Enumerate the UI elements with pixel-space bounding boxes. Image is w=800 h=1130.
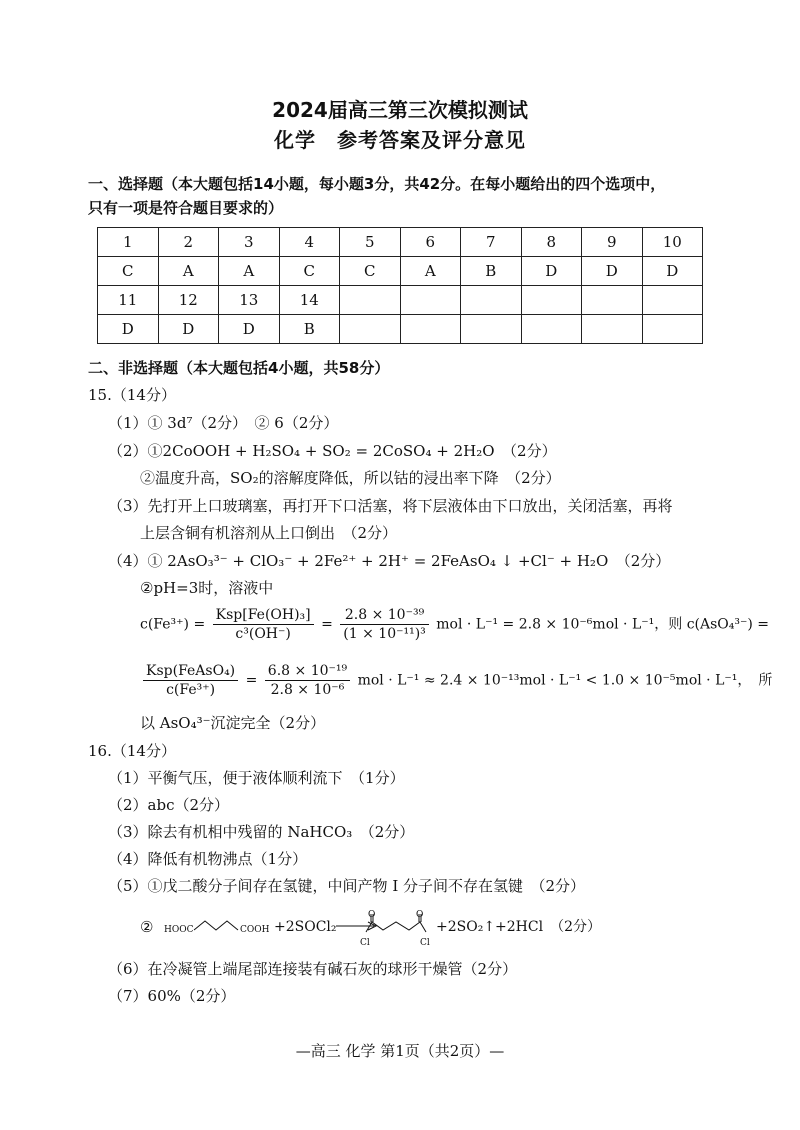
page-footer: —高三 化学 第1页（共2页）—	[295, 1042, 505, 1060]
reactant-hooc-label: HOOC	[164, 925, 194, 935]
eq2-denominator-value: 2.8 × 10⁻⁶	[270, 682, 345, 698]
table-cell: B	[461, 257, 522, 286]
table-cell: 4	[279, 228, 340, 257]
section2-heading: 二、非选择题（本大题包括4小题，共58分）	[88, 359, 390, 377]
q15-part4b: ②pH=3时，溶液中	[140, 579, 274, 597]
eq1-numerator-value: 2.8 × 10⁻³⁹	[340, 606, 429, 625]
table-cell: A	[219, 257, 280, 286]
eq1-fraction-values	[340, 606, 429, 643]
table-cell	[521, 286, 582, 315]
eq1-result: mol · L⁻¹ = 2.8 × 10⁻⁶mol · L⁻¹，则 c(AsO₄³⁻) =	[436, 616, 770, 633]
q15-part2a: （2）①2CoOOH + H₂SO₄ + SO₂ = 2CoSO₄ + 2H₂O （2分）	[108, 442, 557, 460]
table-cell: 11	[98, 286, 159, 315]
product-oxygen-left: O	[368, 910, 376, 920]
q16-part3: （3）除去有机相中残留的 NaHCO₃ （2分）	[108, 823, 415, 841]
table-row	[98, 315, 703, 344]
product-oxygen-right: O	[416, 910, 424, 920]
page-subtitle: 化学 参考答案及评分意见	[274, 128, 526, 152]
q15-part2b: ②温度升高，SO₂的溶解度降低，所以钴的浸出率下降 （2分）	[140, 469, 561, 487]
table-cell	[400, 286, 461, 315]
q15-part1: （1）① 3d⁷（2分） ② 6（2分）	[108, 414, 339, 432]
eq2-equals: =	[245, 672, 258, 689]
reaction-products: +2SO₂↑+2HCl （2分）	[436, 919, 601, 935]
eq2-fraction-ksp	[143, 662, 238, 699]
table-cell: 3	[219, 228, 280, 257]
table-cell: D	[521, 257, 582, 286]
page-title: 2024届高三第三次模拟测试	[272, 98, 528, 122]
q15-heading: 15.（14分）	[88, 386, 176, 404]
table-cell: 14	[279, 286, 340, 315]
eq1-denominator-value: (1 × 10⁻¹¹)³	[343, 626, 426, 642]
table-cell: C	[340, 257, 401, 286]
table-cell	[340, 286, 401, 315]
q15-part4a: （4）① 2AsO₃³⁻ + ClO₃⁻ + 2Fe²⁺ + 2H⁺ = 2FeAsO₄ ↓ +Cl⁻ + H₂O （2分）	[108, 552, 671, 570]
table-cell	[642, 286, 703, 315]
eq2-result: mol · L⁻¹ ≈ 2.4 × 10⁻¹³mol · L⁻¹ < 1.0 × 10⁻⁵mol · L⁻¹， 所	[357, 672, 773, 689]
table-cell: D	[158, 315, 219, 344]
product-chlorine-right: Cl	[420, 938, 430, 948]
table-cell	[582, 315, 643, 344]
table-cell	[521, 315, 582, 344]
glutaric-acid-chain-icon	[192, 916, 240, 936]
table-cell: 2	[158, 228, 219, 257]
table-cell: B	[279, 315, 340, 344]
section1-heading-line2: 只有一项是符合题目要求的）	[88, 199, 284, 217]
table-cell: 9	[582, 228, 643, 257]
table-cell: D	[582, 257, 643, 286]
q15-part3b: 上层含铜有机溶剂从上口倒出 （2分）	[140, 524, 398, 542]
eq2-denominator: c(Fe³⁺)	[166, 682, 216, 698]
table-cell: 7	[461, 228, 522, 257]
reagent-socl2: +2SOCl₂	[274, 919, 337, 935]
table-cell: A	[400, 257, 461, 286]
table-cell	[642, 315, 703, 344]
table-cell: C	[279, 257, 340, 286]
eq1-lhs: c(Fe³⁺) =	[140, 616, 206, 633]
eq1-numerator: Ksp[Fe(OH)₃]	[213, 606, 314, 625]
equation-aso4-concentration	[140, 662, 772, 699]
table-row	[98, 228, 703, 257]
q16-part1: （1）平衡气压，便于液体顺利流下 （1分）	[108, 769, 405, 787]
eq1-denominator: c³(OH⁻)	[235, 626, 291, 642]
table-cell: 13	[219, 286, 280, 315]
table-cell	[461, 286, 522, 315]
table-cell: D	[219, 315, 280, 344]
table-cell: 10	[642, 228, 703, 257]
table-row	[98, 286, 703, 315]
q16-part4: （4）降低有机物沸点（1分）	[108, 850, 308, 868]
table-cell: C	[98, 257, 159, 286]
table-row	[98, 257, 703, 286]
q16-part7: （7）60%（2分）	[108, 987, 236, 1005]
table-cell	[400, 315, 461, 344]
eq2-numerator: Ksp(FeAsO₄)	[143, 662, 238, 681]
product-chlorine-left: Cl	[360, 938, 370, 948]
table-cell	[461, 315, 522, 344]
reaction-number: ②	[140, 918, 154, 936]
q16-heading: 16.（14分）	[88, 742, 176, 760]
table-cell: 5	[340, 228, 401, 257]
table-cell	[340, 315, 401, 344]
eq2-fraction-values	[265, 662, 350, 699]
q15-part3a: （3）先打开上口玻璃塞，再打开下口活塞，将下层液体由下口放出，关闭活塞，再将	[108, 497, 673, 515]
equation-fe-concentration	[140, 606, 769, 643]
table-cell: D	[98, 315, 159, 344]
q16-part2: （2）abc（2分）	[108, 796, 230, 814]
eq1-equals: =	[321, 616, 333, 633]
table-cell: 8	[521, 228, 582, 257]
reactant-cooh-label: COOH	[240, 925, 270, 935]
table-cell: 12	[158, 286, 219, 315]
q16-part5a: （5）①戊二酸分子间存在氢键，中间产物 I 分子间不存在氢键 （2分）	[108, 877, 586, 895]
table-cell: A	[158, 257, 219, 286]
section1-heading-line1: 一、选择题（本大题包括14小题，每小题3分，共42分。在每小题给出的四个选项中，	[88, 175, 666, 193]
table-cell: D	[642, 257, 703, 286]
q15-part4c: 以 AsO₄³⁻沉淀完全（2分）	[140, 714, 326, 732]
eq1-fraction-ksp	[213, 606, 314, 643]
table-cell: 6	[400, 228, 461, 257]
eq2-numerator-value: 6.8 × 10⁻¹⁹	[265, 662, 350, 681]
q16-part6: （6）在冷凝管上端尾部连接装有碱石灰的球形干燥管（2分）	[108, 960, 518, 978]
q16-reaction-equation	[140, 910, 600, 950]
answer-table	[97, 227, 703, 344]
table-cell: 1	[98, 228, 159, 257]
table-cell	[582, 286, 643, 315]
